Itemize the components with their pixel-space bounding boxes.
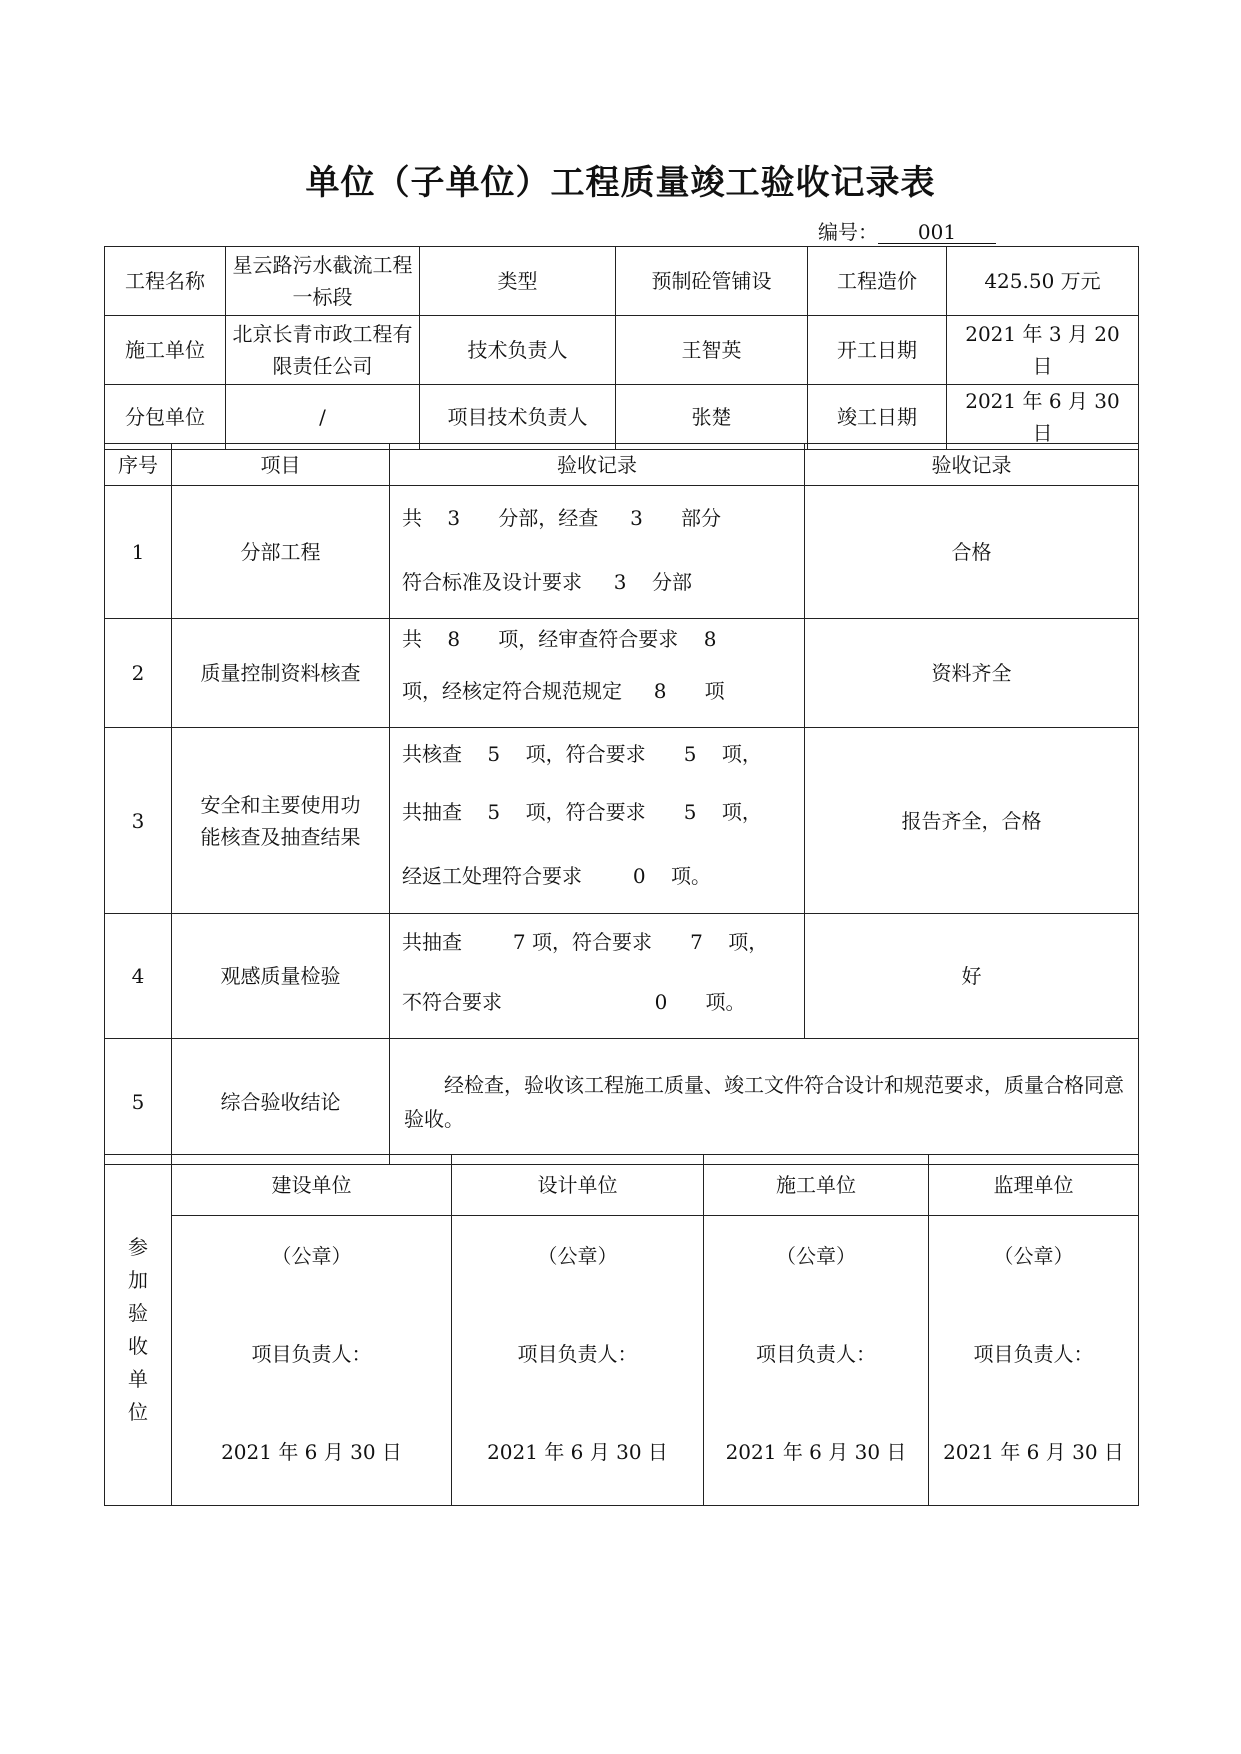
record-line: 共抽查 5 项，符合要求 5 项， bbox=[402, 800, 762, 824]
item-record bbox=[390, 914, 805, 1039]
form-title: 单位（子单位）工程质量竣工验收记录表 bbox=[305, 163, 936, 203]
item-record bbox=[390, 619, 805, 728]
sign-date: 2021 年 6 月 30 日 bbox=[725, 1440, 907, 1464]
participant-names-row bbox=[105, 1155, 1139, 1216]
record-line: 共核查 5 项，符合要求 5 项， bbox=[402, 742, 762, 766]
participant-sign-cell bbox=[452, 1216, 704, 1506]
overall-conclusion-text: 经检查，验收该工程施工质量、竣工文件符合设计和规范要求，质量合格同意验收。 bbox=[404, 1072, 1124, 1131]
table-row bbox=[105, 728, 1139, 914]
project-tech-lead-value: 张楚 bbox=[616, 385, 808, 450]
item-seq: 3 bbox=[105, 728, 172, 914]
item-name: 综合验收结论 bbox=[172, 1039, 390, 1165]
tech-lead-label: 技术负责人 bbox=[420, 316, 616, 385]
acceptance-items-table bbox=[104, 443, 1139, 1165]
record-line: 经返工处理符合要求 0 项。 bbox=[402, 864, 712, 888]
record-line: 共 3 分部，经查 3 部分 bbox=[402, 506, 721, 530]
table-row bbox=[105, 1039, 1139, 1165]
end-date-label: 竣工日期 bbox=[808, 385, 947, 450]
participant-sign-cell bbox=[172, 1216, 452, 1506]
participant-unit-name: 建设单位 bbox=[172, 1155, 452, 1216]
serial-label: 编号： bbox=[818, 220, 878, 244]
subcontractor-value: / bbox=[226, 385, 420, 450]
project-name-label: 工程名称 bbox=[105, 247, 226, 316]
table-row bbox=[105, 619, 1139, 728]
seal-text: （公章） bbox=[776, 1244, 856, 1268]
item-conclusion: 资料齐全 bbox=[805, 619, 1139, 728]
responsible-person: 项目负责人： bbox=[756, 1342, 876, 1366]
record-line: 符合标准及设计要求 3 分部 bbox=[402, 570, 692, 594]
conclusion-header: 验收记录 bbox=[805, 444, 1139, 486]
item-name: 观感质量检验 bbox=[172, 914, 390, 1039]
project-tech-lead-label: 项目技术负责人 bbox=[420, 385, 616, 450]
item-name: 安全和主要使用功能核查及抽查结果 bbox=[172, 728, 390, 914]
participant-sign-cell bbox=[704, 1216, 929, 1506]
sign-date: 2021 年 6 月 30 日 bbox=[943, 1440, 1124, 1464]
record-line: 共 8 项，经审查符合要求 8 bbox=[402, 627, 717, 651]
item-conclusion: 好 bbox=[805, 914, 1139, 1039]
type-label: 类型 bbox=[420, 247, 616, 316]
cost-label: 工程造价 bbox=[808, 247, 947, 316]
participants-label bbox=[105, 1155, 172, 1506]
participant-unit-name: 施工单位 bbox=[704, 1155, 929, 1216]
responsible-person: 项目负责人： bbox=[517, 1342, 638, 1366]
participants-label-text: 参加验收单位 bbox=[128, 1235, 148, 1424]
item-seq: 4 bbox=[105, 914, 172, 1039]
participant-sign-cell bbox=[929, 1216, 1139, 1506]
responsible-person: 项目负责人： bbox=[973, 1342, 1094, 1366]
serial-value: 001 bbox=[878, 221, 996, 244]
info-row bbox=[105, 316, 1139, 385]
record-line: 共抽查 7 项，符合要求 7 项， bbox=[402, 930, 769, 954]
subcontractor-label: 分包单位 bbox=[105, 385, 226, 450]
participant-unit-name: 监理单位 bbox=[929, 1155, 1139, 1216]
start-date-value: 2021 年 3 月 20 日 bbox=[947, 316, 1139, 385]
item-seq: 5 bbox=[105, 1039, 172, 1165]
items-header-row bbox=[105, 444, 1139, 486]
record-line: 项，经核定符合规范规定 8 项 bbox=[402, 679, 725, 703]
end-date-value: 2021 年 6 月 30 日 bbox=[947, 385, 1139, 450]
seal-text: （公章） bbox=[537, 1244, 618, 1268]
tech-lead-value: 王智英 bbox=[616, 316, 808, 385]
item-record bbox=[390, 728, 805, 914]
responsible-person: 项目负责人： bbox=[251, 1342, 372, 1366]
info-row bbox=[105, 385, 1139, 450]
project-info-table bbox=[104, 246, 1139, 450]
item-conclusion: 合格 bbox=[805, 486, 1139, 619]
item-seq: 2 bbox=[105, 619, 172, 728]
type-value: 预制砼管铺设 bbox=[616, 247, 808, 316]
seal-text: （公章） bbox=[271, 1244, 352, 1268]
serial-number bbox=[818, 216, 996, 245]
cost-value: 425.50 万元 bbox=[947, 247, 1139, 316]
participants-table bbox=[104, 1154, 1139, 1506]
table-row bbox=[105, 486, 1139, 619]
table-row bbox=[105, 914, 1139, 1039]
participant-sign-row bbox=[105, 1216, 1139, 1506]
record-header: 验收记录 bbox=[390, 444, 805, 486]
sign-date: 2021 年 6 月 30 日 bbox=[487, 1440, 668, 1464]
participant-unit-name: 设计单位 bbox=[452, 1155, 704, 1216]
item-record bbox=[390, 486, 805, 619]
item-conclusion: 报告齐全，合格 bbox=[805, 728, 1139, 914]
seal-text: （公章） bbox=[993, 1244, 1074, 1268]
item-header: 项目 bbox=[172, 444, 390, 486]
builder-value: 北京长青市政工程有限责任公司 bbox=[226, 316, 420, 385]
seq-header: 序号 bbox=[105, 444, 172, 486]
builder-label: 施工单位 bbox=[105, 316, 226, 385]
info-row bbox=[105, 247, 1139, 316]
record-line: 不符合要求 0 项。 bbox=[402, 990, 746, 1014]
item-name: 质量控制资料核查 bbox=[172, 619, 390, 728]
start-date-label: 开工日期 bbox=[808, 316, 947, 385]
sign-date: 2021 年 6 月 30 日 bbox=[221, 1440, 402, 1464]
item-seq: 1 bbox=[105, 486, 172, 619]
project-name-value: 星云路污水截流工程一标段 bbox=[226, 247, 420, 316]
item-name: 分部工程 bbox=[172, 486, 390, 619]
overall-conclusion bbox=[390, 1039, 1139, 1165]
